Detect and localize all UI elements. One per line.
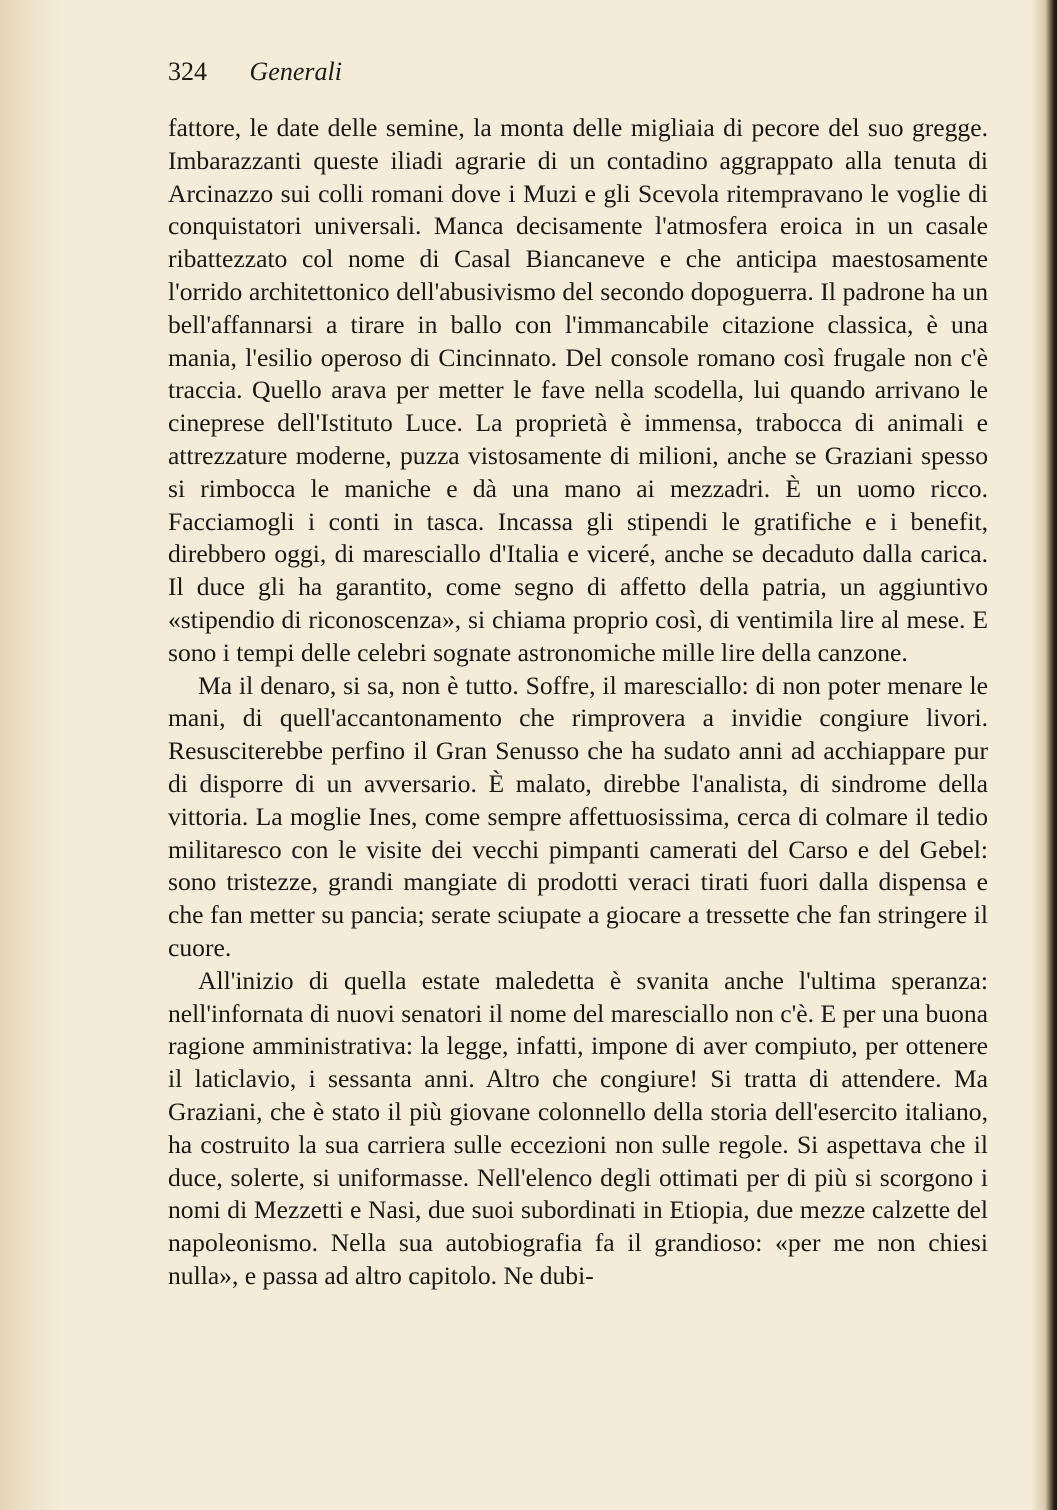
paragraph-1: fattore, le date delle semine, la monta delle migliaia di pecore del suo gregge. Imbarazzanti queste iliadi agrarie di un contadino aggrappato alla tenuta di Arcinazzo sui colli romani dove i Muzi e gli Scevola ritempravano le voglie di conquistatori universali. Manca decisamente l'atmosfera eroica in un casale ribattezzato col nome di Casal Biancaneve e che anticipa maestosamente l'orrido architettonico dell'abusivismo del secondo dopoguerra. Il padrone ha un bell'affannarsi a tirare in ballo con l'immancabile citazione classica, è una mania, l'esilio operoso di Cincinnato. Del console romano così frugale non c'è traccia. Quello arava per metter le fave nella scodella, lui quando arrivano le cineprese dell'Istituto Luce. La proprietà è immensa, trabocca di animali e attrezzature moderne, puzza vistosamente di milioni, anche se Graziani spesso si rimbocca le maniche e dà una mano ai mezzadri. È un uomo ricco. Facciamogli i conti in tasca. Incassa gli stipendi le gratifiche e i benefit, direbbero oggi, di maresciallo d'Italia e viceré, anche se decaduto dalla carica. Il duce gli ha garantito, come segno di affetto della patria, un aggiuntivo «stipendio di riconoscenza», si chiama proprio così, di ventimila lire al mese. E sono i tempi delle celebri sognate astronomiche mille lire della canzone. [168,113,988,667]
paragraph-2: Ma il denaro, si sa, non è tutto. Soffre, il maresciallo: di non poter menare le mani, di quell'accantonamento che rimprovera a invidie congiure livori. Resusciterebbe perfino il Gran Senusso che ha sudato anni ad acchiappare pur di disporre di un avversario. È malato, direbbe l'analista, di sindrome della vittoria. La moglie Ines, come sempre affettuosissima, cerca di colmare il tedio militaresco con le visite dei vecchi pimpanti camerati del Carso e del Gebel: sono tristezze, grandi mangiate di prodotti veraci tirati fuori dalla dispensa e che fan metter su pancia; serate sciupate a giocare a tressette che fan stringere il cuore. [168,670,988,962]
page-gutter-shadow [0,0,60,1510]
running-title: Generali [249,57,342,86]
running-header [168,56,342,88]
paragraph-3: All'inizio di quella estate maledetta è svanita anche l'ultima speranza: nell'infornata di nuovi senatori il nome del maresciallo non c'è. E per una buona ragione amministrativa: la legge, infatti, impone di aver compiuto, per ottenere il laticlavio, i sessanta anni. Altro che congiure! Si tratta di attendere. Ma Graziani, che è stato il più giovane colonnello della storia dell'esercito italiano, ha costruito la sua carriera sulle eccezioni non sulle regole. Si aspettava che il duce, solerte, si uniformasse. Nell'elenco degli ottimati per di più si scorgono i nomi di Mezzetti e Nasi, due suoi subordinati in Etiopia, due mezze calzette del napoleonismo. Nella sua autobiografia fa il grandioso: «per me non chiesi nulla», e passa ad altro capitolo. Ne dubi- [168,965,988,1290]
body-text [168,112,988,1293]
page-edge-shadow [1031,0,1057,1510]
page-number: 324 [168,57,207,86]
